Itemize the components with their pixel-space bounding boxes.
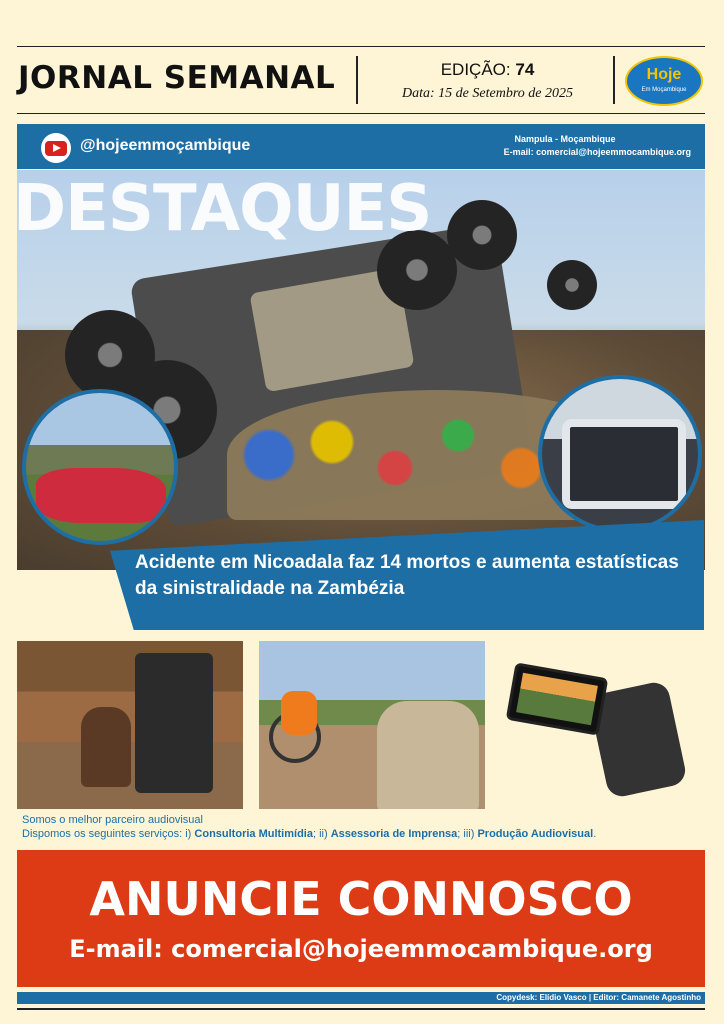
inset-photo-wrecked-van [538, 375, 702, 533]
services-prefix: Dispomos os seguintes serviços: i) [22, 828, 195, 840]
location-text: Nampula - Moçambique [514, 134, 616, 144]
seated-person [281, 691, 317, 735]
services-intro: Somos o melhor parceiro audiovisual [22, 814, 203, 826]
service-press: Assessoria de Imprensa [330, 828, 458, 840]
youtube-icon[interactable] [41, 133, 71, 163]
camcorder-screen [506, 662, 609, 735]
edition-number: 74 [515, 60, 535, 79]
photo-cameraman-field [259, 641, 485, 809]
services-sep: ; ii) [312, 828, 331, 840]
edition-info [360, 60, 615, 80]
logo-wordmark: Hoje [646, 66, 682, 83]
top-rule [17, 46, 705, 47]
section-label-destaques: DESTAQUES [13, 172, 432, 246]
inset-photo-victims [22, 389, 178, 545]
advertise-title: ANUNCIE CONNOSCO [89, 872, 633, 926]
footer-rule [17, 1008, 705, 1010]
logo-subtitle: Em Moçambique [641, 87, 687, 93]
youtube-handle-link[interactable]: @hojeemmoçambique [80, 137, 251, 154]
wrecked-van [562, 419, 686, 509]
issue-date: Data: 15 de Setembro de 2025 [402, 86, 573, 101]
services-sep: ; iii) [457, 828, 478, 840]
camcorder-image [508, 662, 698, 797]
truck-tire [547, 260, 597, 310]
interviewee [81, 707, 131, 787]
advertise-email-link[interactable]: E-mail: comercial@hojeemmocambique.org [69, 935, 653, 963]
hoje-logo[interactable] [625, 56, 703, 106]
service-multimedia: Consultoria Multimídia [194, 828, 313, 840]
footer-credits: Copydesk: Elídio Vasco | Editor: Camanete Agostinho [496, 993, 701, 1002]
advertise-banner[interactable] [17, 850, 705, 987]
footer-bar [17, 992, 705, 1004]
truck-tire [447, 200, 517, 270]
contact-bar [17, 124, 705, 169]
masthead-bottom-rule [17, 113, 705, 114]
masthead-divider-right [613, 56, 615, 104]
edition-label: EDIÇÃO: [440, 60, 511, 79]
services-suffix: . [593, 828, 597, 840]
cameraman-vest [377, 701, 479, 809]
masthead-divider-left [356, 56, 358, 104]
photo-filming-interview [17, 641, 243, 809]
red-cloth [36, 468, 166, 523]
camera-rig [135, 653, 213, 793]
service-audiovisual: Produção Audiovisual [477, 828, 594, 840]
contact-email-link[interactable]: E-mail: comercial@hojeemmocambique.org [503, 147, 691, 157]
feature-headline-link[interactable]: Acidente em Nicoadala faz 14 mortos e aumenta estatísticas da sinistralidade na Zambézia [135, 552, 679, 599]
newspaper-title: JORNAL SEMANAL [18, 60, 336, 96]
services-list [22, 828, 596, 840]
